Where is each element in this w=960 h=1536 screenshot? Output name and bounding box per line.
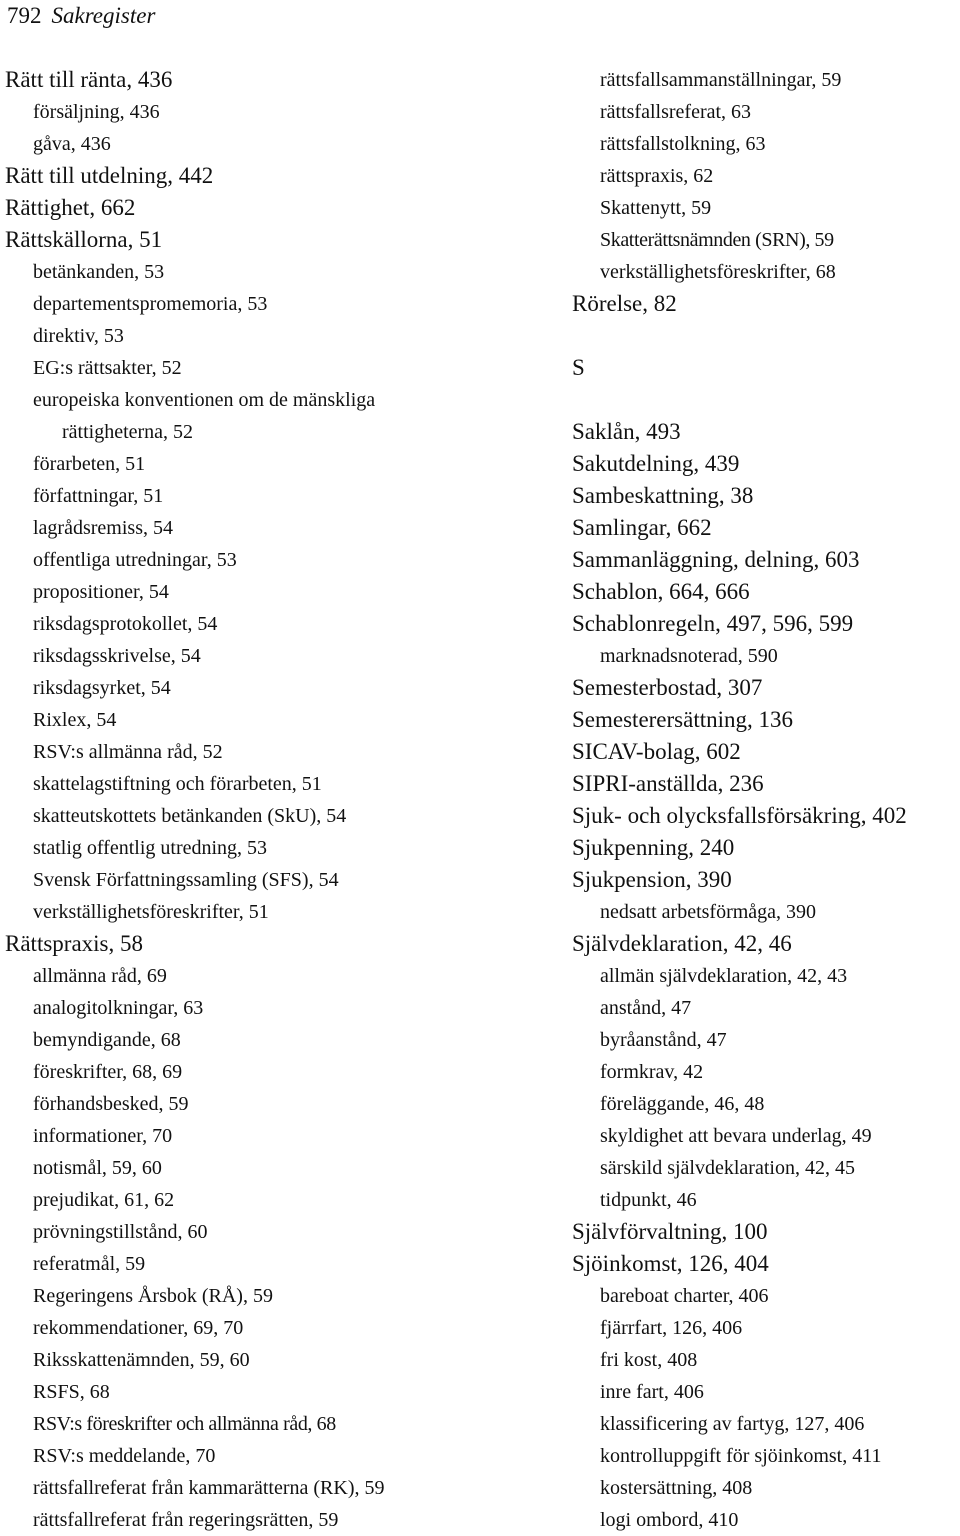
index-column-left bbox=[5, 64, 560, 1536]
index-sub-entry: Riksskattenämnden, 59, 60 bbox=[33, 1349, 250, 1371]
index-sub-entry: logi ombord, 410 bbox=[600, 1509, 739, 1531]
index-sub-entry: skattelagstiftning och förarbeten, 51 bbox=[33, 773, 322, 795]
index-main-entry: Rättighet, 662 bbox=[5, 195, 136, 220]
index-main-entry: Sambeskattning, 38 bbox=[572, 483, 754, 508]
index-sub-entry: betänkanden, 53 bbox=[33, 261, 165, 283]
index-main-entry: Sjöinkomst, 126, 404 bbox=[572, 1251, 769, 1276]
index-sub-entry: statlig offentlig utredning, 53 bbox=[33, 837, 268, 859]
index-main-entry: Rättskällorna, 51 bbox=[5, 227, 163, 252]
index-sub-entry: Regeringens Årsbok (RÅ), 59 bbox=[33, 1285, 273, 1307]
index-sub-entry: propositioner, 54 bbox=[33, 581, 169, 603]
index-sub-entry: föreskrifter, 68, 69 bbox=[33, 1061, 183, 1083]
index-main-entry: Rörelse, 82 bbox=[572, 291, 677, 316]
index-sub-entry: Rixlex, 54 bbox=[33, 709, 117, 731]
index-main-entry: Saklån, 493 bbox=[572, 419, 681, 444]
index-sub-entry: direktiv, 53 bbox=[33, 325, 124, 347]
index-main-entry: SIPRI-anställda, 236 bbox=[572, 771, 764, 796]
page-header bbox=[7, 0, 155, 32]
index-sub-entry: prövningstillstånd, 60 bbox=[33, 1221, 208, 1243]
index-sub-entry: informationer, 70 bbox=[33, 1125, 173, 1147]
index-sub-entry: prejudikat, 61, 62 bbox=[33, 1189, 175, 1211]
index-main-entry: Samlingar, 662 bbox=[572, 515, 712, 540]
index-sub-entry: anstånd, 47 bbox=[600, 997, 692, 1019]
index-sub-entry: allmän självdeklaration, 42, 43 bbox=[600, 965, 848, 987]
index-main-entry: Självförvaltning, 100 bbox=[572, 1219, 768, 1244]
index-main-entry: Schablonregeln, 497, 596, 599 bbox=[572, 611, 854, 636]
index-sub-entry: europeiska konventionen om de mänskliga bbox=[33, 389, 376, 411]
index-sub-entry: verkställighetsföreskrifter, 68 bbox=[600, 261, 836, 283]
index-sub-entry: tidpunkt, 46 bbox=[600, 1189, 697, 1211]
index-main-entry: Semesterersättning, 136 bbox=[572, 707, 794, 732]
index-sub-entry: inre fart, 406 bbox=[600, 1381, 704, 1403]
index-sub-entry: marknadsnoterad, 590 bbox=[600, 645, 778, 667]
index-sub-entry: bemyndigande, 68 bbox=[33, 1029, 181, 1051]
index-sub-entry: verkställighetsföreskrifter, 51 bbox=[33, 901, 269, 923]
index-sub-entry: offentliga utredningar, 53 bbox=[33, 549, 237, 571]
index-main-entry: Rätt till ränta, 436 bbox=[5, 67, 173, 92]
index-sub-entry: kostersättning, 408 bbox=[600, 1477, 753, 1499]
index-sub-entry: RSFS, 68 bbox=[33, 1381, 110, 1403]
index-sub-entry: byråanstånd, 47 bbox=[600, 1029, 727, 1051]
index-sub-entry: EG:s rättsakter, 52 bbox=[33, 357, 182, 379]
index-sub-entry: formkrav, 42 bbox=[600, 1061, 704, 1083]
index-sub-entry: förarbeten, 51 bbox=[33, 453, 146, 475]
index-main-entry: Självdeklaration, 42, 46 bbox=[572, 931, 792, 956]
index-sub-entry: Skattenytt, 59 bbox=[600, 197, 712, 219]
section-letter-heading: S bbox=[572, 355, 585, 380]
index-sub-entry: referatmål, 59 bbox=[33, 1253, 146, 1275]
index-sub-entry: allmänna råd, 69 bbox=[33, 965, 167, 987]
index-sub-entry: riksdagsyrket, 54 bbox=[33, 677, 171, 699]
index-sub-entry: RSV:s meddelande, 70 bbox=[33, 1445, 216, 1467]
running-title: Sakregister bbox=[51, 3, 156, 28]
index-sub-entry: rättsfallstolkning, 63 bbox=[600, 133, 766, 155]
index-main-entry: Sakutdelning, 439 bbox=[572, 451, 740, 476]
index-sub-entry: riksdagsskrivelse, 54 bbox=[33, 645, 201, 667]
index-main-entry: Sjuk- och olycksfallsförsäkring, 402 bbox=[572, 803, 907, 828]
index-main-entry: Sjukpenning, 240 bbox=[572, 835, 735, 860]
index-sub-entry: bareboat charter, 406 bbox=[600, 1285, 769, 1307]
index-sub-entry: notismål, 59, 60 bbox=[33, 1157, 162, 1179]
blank-line bbox=[572, 384, 957, 416]
index-sub-entry: föreläggande, 46, 48 bbox=[600, 1093, 765, 1115]
index-main-entry: Semesterbostad, 307 bbox=[572, 675, 763, 700]
page-number: 792 bbox=[7, 3, 42, 28]
index-sub-entry: rättsfallsreferat, 63 bbox=[600, 101, 752, 123]
index-sub-entry: kontrolluppgift för sjöinkomst, 411 bbox=[600, 1445, 882, 1467]
index-sub-entry: RSV:s allmänna råd, 52 bbox=[33, 741, 223, 763]
index-sub-entry: skatteutskottets betänkanden (SkU), 54 bbox=[33, 805, 347, 827]
index-sub-entry: riksdagsprotokollet, 54 bbox=[33, 613, 218, 635]
index-main-entry: Sammanläggning, delning, 603 bbox=[572, 547, 860, 572]
index-sub-entry: departementspromemoria, 53 bbox=[33, 293, 268, 315]
index-sub-entry: fjärrfart, 126, 406 bbox=[600, 1317, 743, 1339]
blank-line bbox=[572, 320, 957, 352]
index-entry-continuation: rättigheterna, 52 bbox=[62, 421, 194, 443]
index-main-entry: Rättspraxis, 58 bbox=[5, 931, 143, 956]
index-main-entry: Schablon, 664, 666 bbox=[572, 579, 750, 604]
index-sub-entry: förhandsbesked, 59 bbox=[33, 1093, 189, 1115]
index-sub-entry: analogitolkningar, 63 bbox=[33, 997, 204, 1019]
index-main-entry: SICAV-bolag, 602 bbox=[572, 739, 741, 764]
index-sub-entry: rättsfallreferat från kammarätterna (RK), 59 bbox=[33, 1477, 385, 1499]
index-sub-entry: klassificering av fartyg, 127, 406 bbox=[600, 1413, 865, 1435]
index-sub-entry: rättsfallreferat från regeringsrätten, 59 bbox=[33, 1509, 339, 1531]
index-sub-entry: särskild självdeklaration, 42, 45 bbox=[600, 1157, 855, 1179]
index-sub-entry: skyldighet att bevara underlag, 49 bbox=[600, 1125, 872, 1147]
index-column-right bbox=[572, 64, 957, 1536]
index-sub-entry: författningar, 51 bbox=[33, 485, 164, 507]
index-sub-entry: rekommendationer, 69, 70 bbox=[33, 1317, 244, 1339]
index-sub-entry: rättsfallsammanställningar, 59 bbox=[600, 69, 842, 91]
index-sub-entry: nedsatt arbetsförmåga, 390 bbox=[600, 901, 817, 923]
index-sub-entry: Skatterättsnämnden (SRN), 59 bbox=[600, 229, 834, 251]
index-sub-entry: Svensk Författningssamling (SFS), 54 bbox=[33, 869, 339, 891]
index-sub-entry: lagrådsremiss, 54 bbox=[33, 517, 173, 539]
index-sub-entry: försäljning, 436 bbox=[33, 101, 160, 123]
index-main-entry: Rätt till utdelning, 442 bbox=[5, 163, 214, 188]
index-sub-entry: fri kost, 408 bbox=[600, 1349, 698, 1371]
index-main-entry: Sjukpension, 390 bbox=[572, 867, 732, 892]
index-sub-entry: rättspraxis, 62 bbox=[600, 165, 714, 187]
index-sub-entry: gåva, 436 bbox=[33, 133, 111, 155]
index-sub-entry: RSV:s föreskrifter och allmänna råd, 68 bbox=[33, 1413, 336, 1435]
